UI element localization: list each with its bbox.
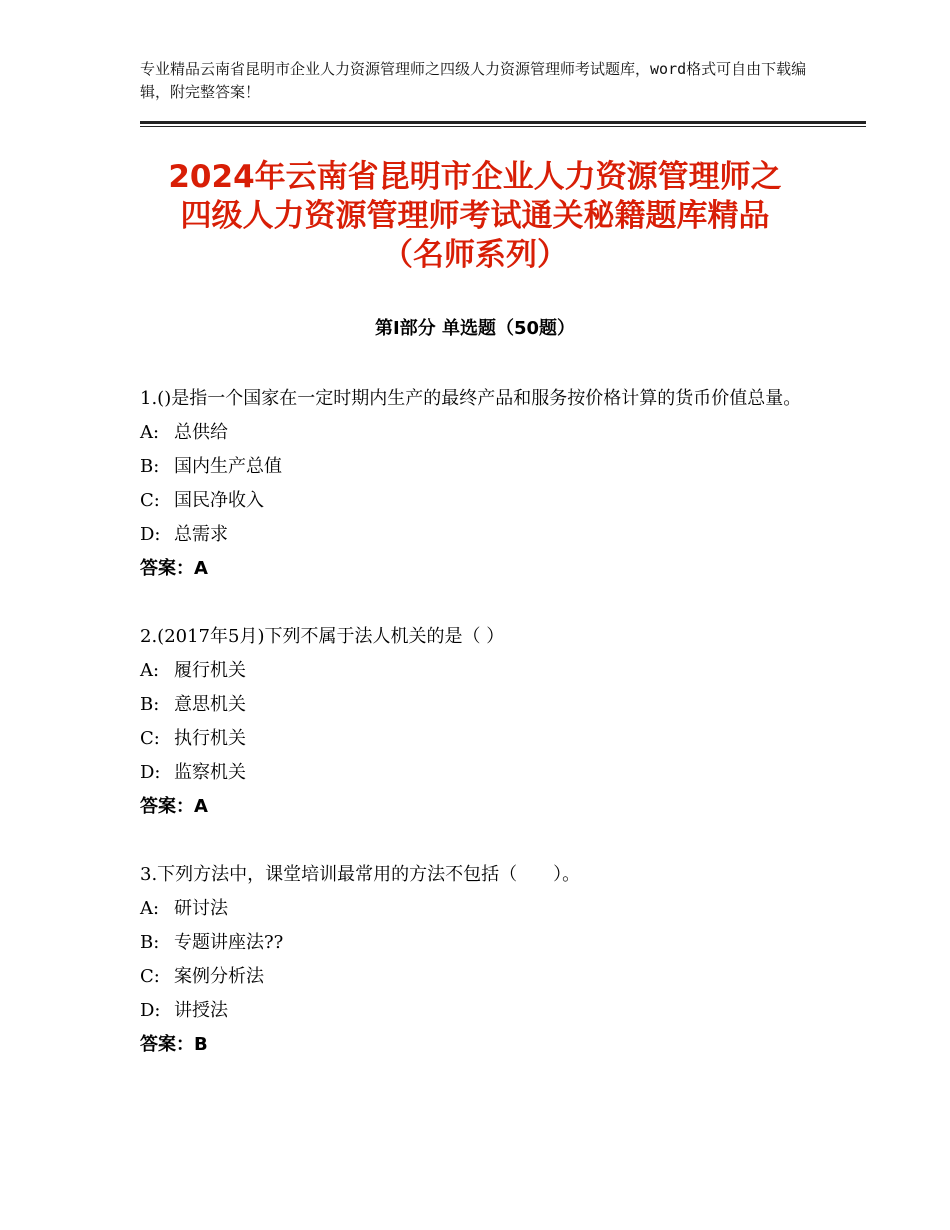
- answer-label: 答案：B: [140, 1034, 208, 1055]
- question-list: [140, 382, 820, 1096]
- option-text: 研讨法: [174, 898, 228, 919]
- question-3: [140, 858, 820, 1062]
- title-line: （名师系列）: [382, 237, 568, 273]
- document-title: [100, 158, 850, 275]
- option-text: 总供给: [174, 422, 228, 443]
- option-a: [140, 654, 820, 688]
- option-letter: C:: [140, 490, 160, 511]
- option-text: 履行机关: [174, 660, 246, 681]
- question-1: [140, 382, 820, 586]
- answer-label: 答案：A: [140, 558, 208, 579]
- option-letter: B:: [140, 932, 160, 953]
- option-text: 讲授法: [174, 1000, 228, 1021]
- option-d: [140, 518, 820, 552]
- option-letter: A:: [140, 660, 160, 681]
- title-line: 2024年云南省昆明市企业人力资源管理师之: [168, 159, 782, 195]
- option-text: 总需求: [174, 524, 228, 545]
- option-letter: B:: [140, 694, 160, 715]
- option-text: 意思机关: [174, 694, 246, 715]
- answer-label: 答案：A: [140, 796, 208, 817]
- option-c: [140, 484, 820, 518]
- option-letter: D:: [140, 762, 161, 783]
- question-stem: 3.下列方法中，课堂培训最常用的方法不包括（ ）。: [140, 864, 581, 885]
- question-stem: 2.(2017年5月)下列不属于法人机关的是（ ）: [140, 626, 505, 647]
- option-b: [140, 450, 820, 484]
- option-text: 执行机关: [174, 728, 246, 749]
- option-letter: D:: [140, 524, 161, 545]
- option-c: [140, 722, 820, 756]
- option-a: [140, 416, 820, 450]
- option-text: 专题讲座法??: [174, 932, 284, 953]
- question-2: [140, 620, 820, 824]
- header-divider: [140, 121, 866, 127]
- option-text: 案例分析法: [174, 966, 264, 987]
- option-c: [140, 960, 820, 994]
- option-letter: C:: [140, 728, 160, 749]
- option-letter: B:: [140, 456, 160, 477]
- option-letter: D:: [140, 1000, 161, 1021]
- question-stem: 1.()是指一个国家在一定时期内生产的最终产品和服务按价格计算的货币价值总量。: [140, 388, 802, 409]
- option-d: [140, 756, 820, 790]
- option-text: 国内生产总值: [174, 456, 282, 477]
- option-a: [140, 892, 820, 926]
- section-title: 第Ⅰ部分 单选题（50题）: [374, 318, 575, 339]
- option-d: [140, 994, 820, 1028]
- option-b: [140, 688, 820, 722]
- option-letter: A:: [140, 898, 160, 919]
- header-note: 专业精品云南省昆明市企业人力资源管理师之四级人力资源管理师考试题库，word格式可自由下载编辑，附完整答案！: [140, 60, 807, 101]
- option-letter: C:: [140, 966, 160, 987]
- title-line: 四级人力资源管理师考试通关秘籍题库精品: [180, 198, 770, 234]
- option-text: 国民净收入: [174, 490, 264, 511]
- option-text: 监察机关: [174, 762, 246, 783]
- option-letter: A:: [140, 422, 160, 443]
- option-b: [140, 926, 820, 960]
